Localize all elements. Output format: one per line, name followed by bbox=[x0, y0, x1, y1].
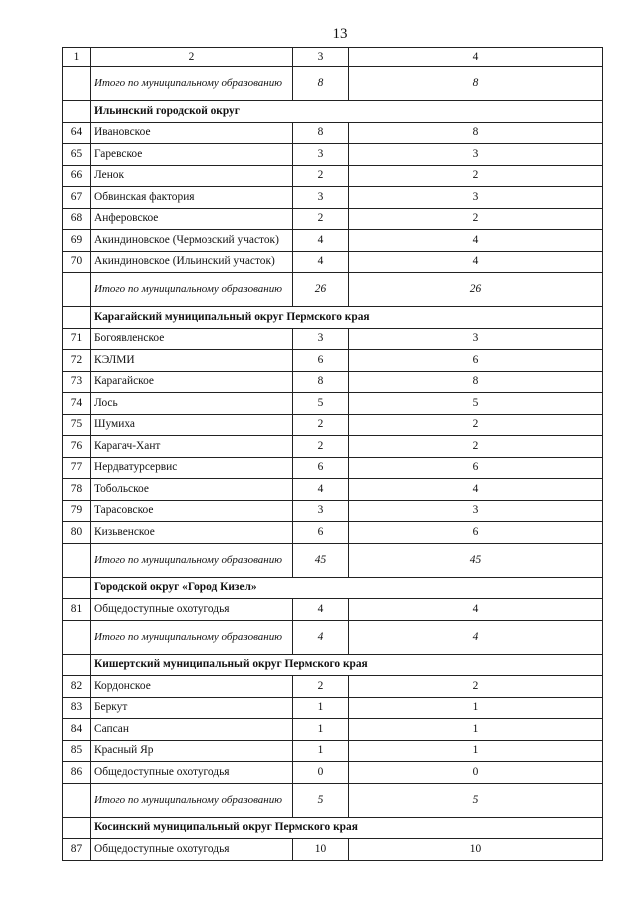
col3-value: 1 bbox=[293, 719, 349, 741]
district-num-cell bbox=[63, 577, 91, 599]
col3-value: 2 bbox=[293, 436, 349, 458]
col3-value: 2 bbox=[293, 165, 349, 187]
table-row bbox=[63, 479, 603, 501]
col3-value: 6 bbox=[293, 522, 349, 544]
col4-value: 6 bbox=[349, 350, 603, 372]
hunting-ground-name: Гаревское bbox=[91, 144, 293, 166]
hunting-ground-name: Общедоступные охотугодья bbox=[91, 762, 293, 784]
subtotal-num-cell bbox=[63, 620, 91, 654]
row-number: 78 bbox=[63, 479, 91, 501]
table-header-row bbox=[63, 48, 603, 67]
col4-value: 8 bbox=[349, 122, 603, 144]
subtotal-label: Итого по муниципальному образованию bbox=[91, 783, 293, 817]
row-number: 80 bbox=[63, 522, 91, 544]
col4-value: 4 bbox=[349, 479, 603, 501]
table-row bbox=[63, 599, 603, 621]
table-row bbox=[63, 676, 603, 698]
district-header-row bbox=[63, 817, 603, 839]
table-row bbox=[63, 208, 603, 230]
col3-value: 3 bbox=[293, 187, 349, 209]
district-name: Ильинский городской округ bbox=[91, 101, 603, 123]
col4-value: 0 bbox=[349, 762, 603, 784]
row-number: 75 bbox=[63, 414, 91, 436]
subtotal-col3-value: 4 bbox=[293, 620, 349, 654]
district-num-cell bbox=[63, 654, 91, 676]
subtotal-col3-value: 45 bbox=[293, 543, 349, 577]
hunting-ground-name: Ленок bbox=[91, 165, 293, 187]
col3-value: 8 bbox=[293, 371, 349, 393]
hunting-ground-name: Обвинская фактория bbox=[91, 187, 293, 209]
subtotal-row bbox=[63, 543, 603, 577]
table-row bbox=[63, 328, 603, 350]
district-name: Кишертский муниципальный округ Пермского края bbox=[91, 654, 603, 676]
col3-value: 1 bbox=[293, 740, 349, 762]
col4-value: 2 bbox=[349, 676, 603, 698]
subtotal-num-cell bbox=[63, 273, 91, 307]
table-row bbox=[63, 500, 603, 522]
district-header-row bbox=[63, 577, 603, 599]
row-number: 82 bbox=[63, 676, 91, 698]
col3-value: 4 bbox=[293, 251, 349, 273]
subtotal-label: Итого по муниципальному образованию bbox=[91, 67, 293, 101]
hunting-ground-name: Карагайское bbox=[91, 371, 293, 393]
subtotal-num-cell bbox=[63, 543, 91, 577]
table-row bbox=[63, 839, 603, 861]
subtotal-row bbox=[63, 783, 603, 817]
hunting-ground-name: Сапсан bbox=[91, 719, 293, 741]
table-row bbox=[63, 187, 603, 209]
col4-value: 3 bbox=[349, 500, 603, 522]
table-row bbox=[63, 371, 603, 393]
col4-value: 8 bbox=[349, 371, 603, 393]
col4-value: 5 bbox=[349, 393, 603, 415]
hunting-ground-name: Кордонское bbox=[91, 676, 293, 698]
row-number: 65 bbox=[63, 144, 91, 166]
col4-value: 1 bbox=[349, 719, 603, 741]
col3-value: 0 bbox=[293, 762, 349, 784]
hunting-ground-name: Тарасовское bbox=[91, 500, 293, 522]
table-row bbox=[63, 393, 603, 415]
header-col-1: 1 bbox=[63, 48, 91, 67]
district-header-row bbox=[63, 307, 603, 329]
subtotal-col4-value: 4 bbox=[349, 620, 603, 654]
row-number: 83 bbox=[63, 697, 91, 719]
row-number: 67 bbox=[63, 187, 91, 209]
table-row bbox=[63, 251, 603, 273]
subtotal-label: Итого по муниципальному образованию bbox=[91, 273, 293, 307]
header-col-2: 2 bbox=[91, 48, 293, 67]
row-number: 74 bbox=[63, 393, 91, 415]
col3-value: 4 bbox=[293, 599, 349, 621]
col3-value: 3 bbox=[293, 144, 349, 166]
subtotal-row bbox=[63, 620, 603, 654]
col3-value: 2 bbox=[293, 676, 349, 698]
subtotal-row bbox=[63, 67, 603, 101]
hunting-ground-name: Карагач-Хант bbox=[91, 436, 293, 458]
subtotal-num-cell bbox=[63, 783, 91, 817]
col3-value: 1 bbox=[293, 697, 349, 719]
subtotal-col3-value: 8 bbox=[293, 67, 349, 101]
district-name: Карагайский муниципальный округ Пермского края bbox=[91, 307, 603, 329]
col3-value: 2 bbox=[293, 208, 349, 230]
district-name: Городской округ «Город Кизел» bbox=[91, 577, 603, 599]
row-number: 64 bbox=[63, 122, 91, 144]
hunting-ground-name: Общедоступные охотугодья bbox=[91, 839, 293, 861]
subtotal-col4-value: 26 bbox=[349, 273, 603, 307]
row-number: 71 bbox=[63, 328, 91, 350]
row-number: 68 bbox=[63, 208, 91, 230]
hunting-ground-name: Нердватурсервис bbox=[91, 457, 293, 479]
col3-value: 5 bbox=[293, 393, 349, 415]
subtotal-label: Итого по муниципальному образованию bbox=[91, 620, 293, 654]
table-row bbox=[63, 122, 603, 144]
page-number: 13 bbox=[332, 26, 348, 42]
row-number: 66 bbox=[63, 165, 91, 187]
col4-value: 10 bbox=[349, 839, 603, 861]
hunting-ground-name: Ивановское bbox=[91, 122, 293, 144]
table-row bbox=[63, 165, 603, 187]
header-col-4: 4 bbox=[349, 48, 603, 67]
row-number: 79 bbox=[63, 500, 91, 522]
hunting-ground-name: Богоявленское bbox=[91, 328, 293, 350]
col3-value: 4 bbox=[293, 230, 349, 252]
hunting-ground-name: Красный Яр bbox=[91, 740, 293, 762]
district-num-cell bbox=[63, 817, 91, 839]
hunting-ground-name: Лось bbox=[91, 393, 293, 415]
row-number: 85 bbox=[63, 740, 91, 762]
col3-value: 8 bbox=[293, 122, 349, 144]
table-row bbox=[63, 522, 603, 544]
table-row bbox=[63, 762, 603, 784]
col4-value: 2 bbox=[349, 414, 603, 436]
hunting-ground-name: Анферовское bbox=[91, 208, 293, 230]
col3-value: 4 bbox=[293, 479, 349, 501]
row-number: 76 bbox=[63, 436, 91, 458]
subtotal-col4-value: 5 bbox=[349, 783, 603, 817]
subtotal-row bbox=[63, 273, 603, 307]
col3-value: 2 bbox=[293, 414, 349, 436]
table-row bbox=[63, 719, 603, 741]
col3-value: 6 bbox=[293, 457, 349, 479]
table-row bbox=[63, 740, 603, 762]
col3-value: 6 bbox=[293, 350, 349, 372]
col4-value: 3 bbox=[349, 144, 603, 166]
district-num-cell bbox=[63, 101, 91, 123]
subtotal-col4-value: 45 bbox=[349, 543, 603, 577]
hunting-ground-name: Акиндиновское (Ильинский участок) bbox=[91, 251, 293, 273]
col4-value: 6 bbox=[349, 457, 603, 479]
district-header-row bbox=[63, 101, 603, 123]
col4-value: 1 bbox=[349, 697, 603, 719]
subtotal-col4-value: 8 bbox=[349, 67, 603, 101]
col3-value: 3 bbox=[293, 500, 349, 522]
hunting-ground-name: Акиндиновское (Чермозский участок) bbox=[91, 230, 293, 252]
col4-value: 3 bbox=[349, 187, 603, 209]
table-row bbox=[63, 414, 603, 436]
table-row bbox=[63, 457, 603, 479]
row-number: 86 bbox=[63, 762, 91, 784]
subtotal-col3-value: 26 bbox=[293, 273, 349, 307]
subtotal-num-cell bbox=[63, 67, 91, 101]
row-number: 69 bbox=[63, 230, 91, 252]
col4-value: 2 bbox=[349, 436, 603, 458]
hunting-ground-name: Тобольское bbox=[91, 479, 293, 501]
col4-value: 4 bbox=[349, 251, 603, 273]
subtotal-label: Итого по муниципальному образованию bbox=[91, 543, 293, 577]
row-number: 87 bbox=[63, 839, 91, 861]
table-row bbox=[63, 350, 603, 372]
hunting-ground-name: Кизьвенское bbox=[91, 522, 293, 544]
table-row bbox=[63, 697, 603, 719]
hunting-ground-name: КЭЛМИ bbox=[91, 350, 293, 372]
table-row bbox=[63, 144, 603, 166]
row-number: 72 bbox=[63, 350, 91, 372]
district-name: Косинский муниципальный округ Пермского края bbox=[91, 817, 603, 839]
row-number: 73 bbox=[63, 371, 91, 393]
table-row bbox=[63, 230, 603, 252]
row-number: 77 bbox=[63, 457, 91, 479]
subtotal-col3-value: 5 bbox=[293, 783, 349, 817]
col4-value: 2 bbox=[349, 208, 603, 230]
col4-value: 4 bbox=[349, 599, 603, 621]
hunting-ground-name: Шумиха bbox=[91, 414, 293, 436]
header-col-3: 3 bbox=[293, 48, 349, 67]
district-header-row bbox=[63, 654, 603, 676]
hunting-grounds-table bbox=[62, 47, 603, 861]
col3-value: 3 bbox=[293, 328, 349, 350]
hunting-ground-name: Беркут bbox=[91, 697, 293, 719]
col4-value: 1 bbox=[349, 740, 603, 762]
district-num-cell bbox=[63, 307, 91, 329]
col4-value: 4 bbox=[349, 230, 603, 252]
col4-value: 6 bbox=[349, 522, 603, 544]
col3-value: 10 bbox=[293, 839, 349, 861]
table-row bbox=[63, 436, 603, 458]
row-number: 70 bbox=[63, 251, 91, 273]
row-number: 84 bbox=[63, 719, 91, 741]
hunting-ground-name: Общедоступные охотугодья bbox=[91, 599, 293, 621]
col4-value: 2 bbox=[349, 165, 603, 187]
col4-value: 3 bbox=[349, 328, 603, 350]
row-number: 81 bbox=[63, 599, 91, 621]
